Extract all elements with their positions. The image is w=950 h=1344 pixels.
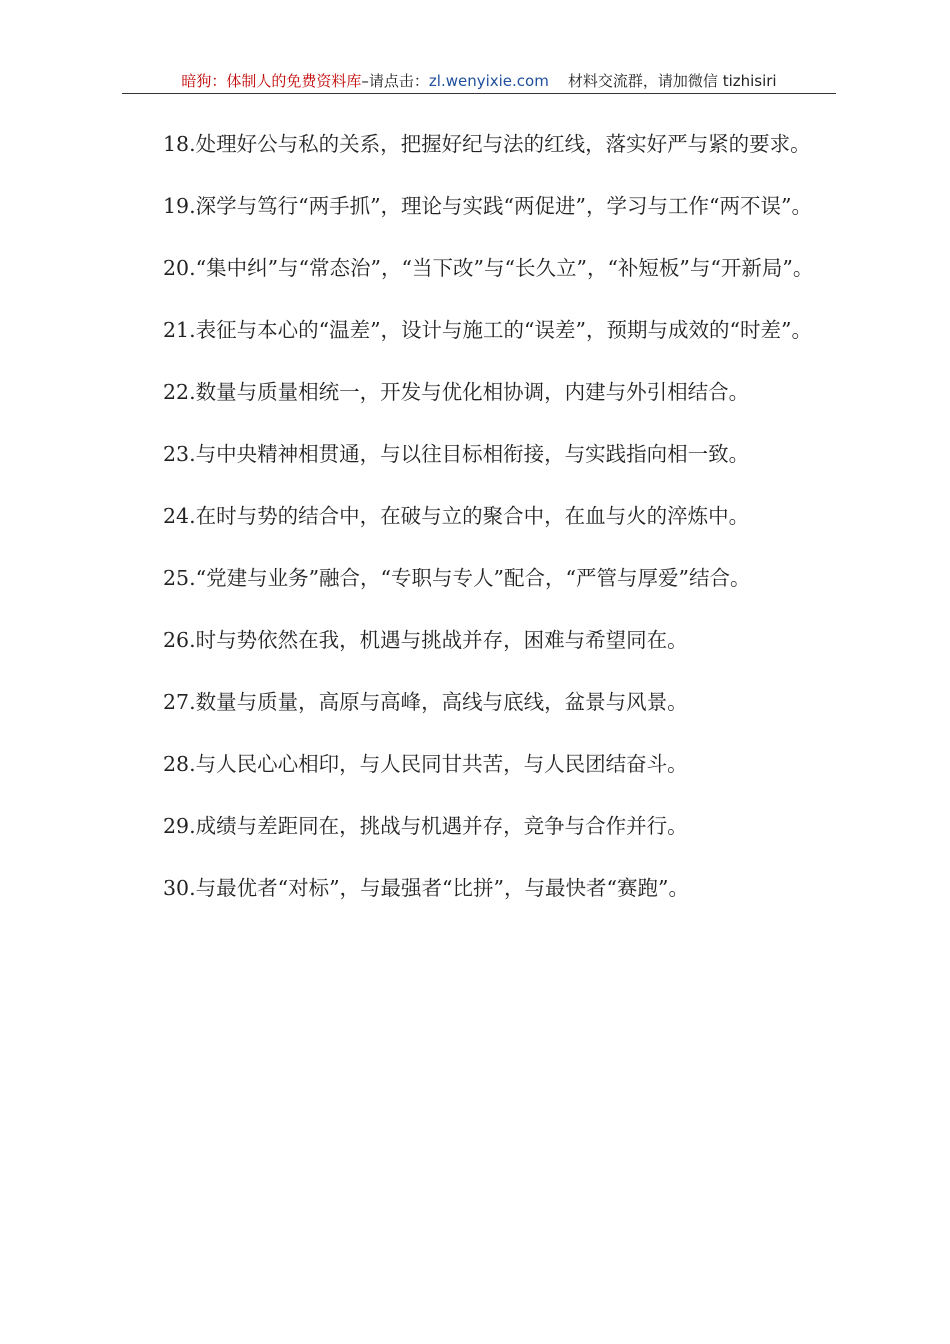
list-item-24: 24.在时与势的结合中，在破与立的聚合中，在血与火的淬炼中。 bbox=[163, 504, 750, 528]
list-item-27: 27.数量与质量，高原与高峰，高线与底线，盆景与风景。 bbox=[163, 690, 688, 714]
list-item-23: 23.与中央精神相贯通，与以往目标相衔接，与实践指向相一致。 bbox=[163, 442, 750, 466]
list-item-29: 29.成绩与差距同在，挑战与机遇并存，竞争与合作并行。 bbox=[163, 814, 688, 838]
header-url-link[interactable]: zl.wenyixie.com bbox=[428, 72, 549, 90]
header-contact: 材料交流群，请加微信 tizhisiri bbox=[567, 72, 777, 90]
list-item-20: 20.“集中纠”与“常态治”，“当下改”与“长久立”，“补短板”与“开新局”。 bbox=[163, 256, 814, 280]
list-item-25: 25.“党建与业务”融合，“专职与专人”配合，“严管与厚爱”结合。 bbox=[163, 566, 751, 590]
list-item-18: 18.处理好公与私的关系，把握好纪与法的红线，落实好严与紧的要求。 bbox=[163, 132, 811, 156]
list-item-21: 21.表征与本心的“温差”，设计与施工的“误差”，预期与成效的“时差”。 bbox=[163, 318, 812, 342]
list-item-22: 22.数量与质量相统一，开发与优化相协调，内建与外引相结合。 bbox=[163, 380, 750, 404]
list-item-28: 28.与人民心心相印，与人民同甘共苦，与人民团结奋斗。 bbox=[163, 752, 688, 776]
page-header bbox=[122, 70, 836, 92]
header-divider bbox=[122, 93, 836, 94]
list-item-30: 30.与最优者“对标”，与最强者“比拼”，与最快者“赛跑”。 bbox=[163, 876, 689, 900]
list-item-19: 19.深学与笃行“两手抓”，理论与实践“两促进”，学习与工作“两不误”。 bbox=[163, 194, 812, 218]
header-click-prefix: –请点击： bbox=[361, 72, 429, 90]
header-brand: 暗狗：体制人的免费资料库 bbox=[181, 72, 362, 90]
document-body bbox=[122, 122, 836, 928]
list-item-26: 26.时与势依然在我，机遇与挑战并存，困难与希望同在。 bbox=[163, 628, 688, 652]
